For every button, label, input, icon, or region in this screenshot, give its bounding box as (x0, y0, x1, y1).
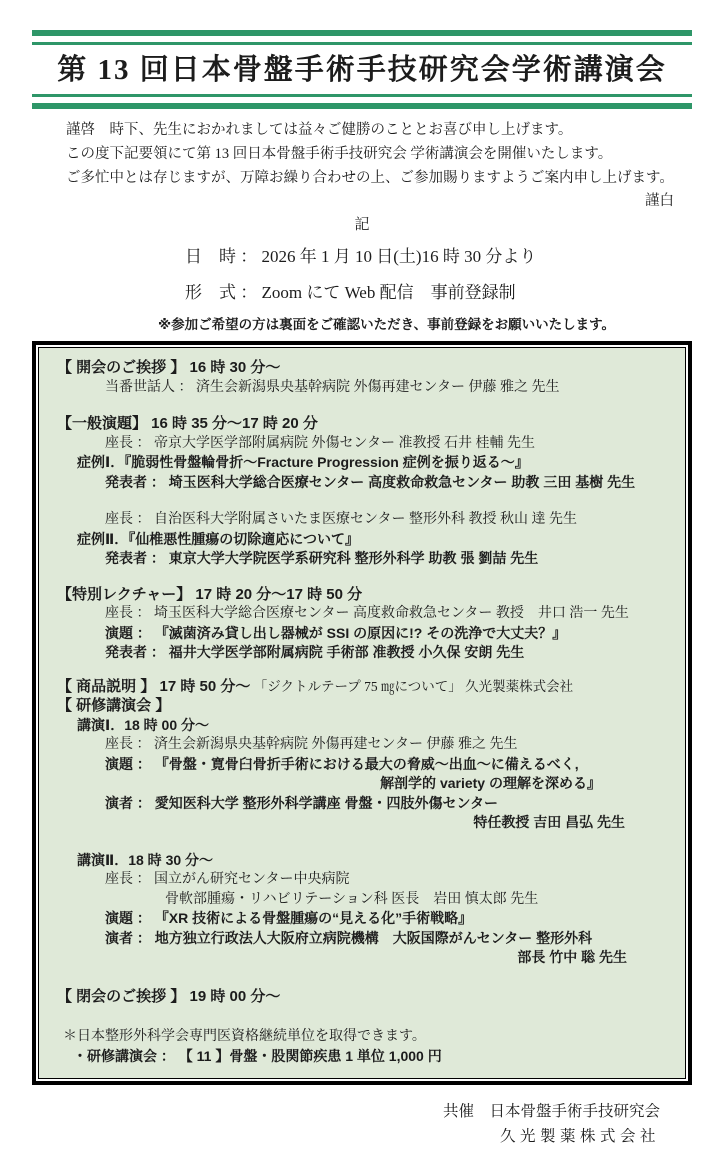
program-line: 座長 ： 国立がん研究センター中央病院 (105, 872, 350, 887)
program-line: 症例Ⅰ．『脆弱性骨盤輪骨折～Fracture Progression 症例を振り返る～』 (77, 454, 529, 470)
event-info (158, 244, 724, 334)
greeting-line: ご多忙中とは存じますが、万障お繰り合わせの上、ご参加賜りますようご案内申し上げます。 (66, 170, 674, 186)
bottom-thin-rule (32, 94, 692, 97)
program-box (32, 341, 692, 1085)
program-line: 演者 ： 地方独立行政法人大阪府立病院機構 大阪国際がんセンター 整形外科 (105, 929, 593, 946)
top-thick-rule (32, 30, 692, 36)
program-line: 発表者 ： 東京大学大学院医学系研究科 整形外科学 助教 張 劉喆 先生 (105, 550, 539, 566)
program-line: 特任教授 吉田 昌弘 先生 (473, 814, 625, 830)
program-line: 演題 ： 『滅菌済み貸し出し器械が SSI の原因に!? その洗浄で大丈夫？』 (105, 624, 567, 641)
bottom-thick-rule (32, 103, 692, 109)
program-line: 講演Ⅱ．18 時 30 分～ (77, 851, 214, 868)
page-title: 第 13 回日本骨盤手術手技研究会学術講演会 (57, 54, 667, 86)
program-line: 演者 ： 愛知医科大学 整形外科学講座 骨盤・四肢外傷センター (105, 794, 498, 811)
event-format: 形 式 ： Zoom にて Web 配信 事前登録制 (185, 283, 516, 302)
title-block (32, 30, 692, 109)
program-line: 演題 ： 『骨盤・寛骨臼骨折手術における最大の脅威～出血～に備えるべく, (105, 755, 579, 772)
cohost-line1: 共催 日本骨盤手術手技研究会 (442, 1103, 660, 1120)
registration-note: ※参加ご希望の方は裏面をご確認いただき、事前登録をお願いいたします。 (158, 317, 616, 332)
program-line: 講演Ⅰ．18 時 00 分～ (77, 716, 210, 733)
program-line: 発表者 ： 埼玉医科大学総合医療センター 高度救命救急センター 助教 三田 基樹 先生 (105, 473, 636, 490)
program-line: 【 商品説明 】 17 時 50 分～ 「ジクトルテープ 75 ㎎について」 久光製薬株式会社 (57, 677, 574, 695)
cohost-footer (0, 1099, 660, 1149)
program-line: 【 開会のご挨拶 】 16 時 30 分～ (57, 359, 281, 376)
record-mark: 記 (354, 217, 370, 233)
greeting-line: 謹啓 時下、先生におかれましては益々ご健勝のこととお喜び申し上げます。 (66, 122, 573, 138)
program-line: 【一般演題】 16 時 35 分～17 時 20 分 (57, 415, 318, 432)
program-line: 部長 竹中 聡 先生 (517, 949, 627, 965)
program-line: 【特別レクチャー】 17 時 20 分～17 時 50 分 (57, 585, 363, 603)
program-line: 症例Ⅱ．『仙椎悪性腫瘍の切除適応について』 (77, 530, 359, 547)
event-datetime: 日 時 ： 2026 年 1 月 10 日(土)16 時 30 分より (185, 247, 537, 266)
program-line: 発表者 ： 福井大学医学部附属病院 手術部 准教授 小久保 安朗 先生 (105, 644, 525, 660)
greeting-paragraph (66, 118, 676, 190)
program-line: 当番世話人 ： 済生会新潟県央基幹病院 外傷再建センター 伊藤 雅之 先生 (105, 379, 560, 395)
program-content (38, 347, 686, 1079)
top-thin-rule (32, 42, 692, 45)
program-line: 解剖学的 variety の理解を深める』 (380, 775, 601, 791)
program-line: 座長 ： 埼玉医科大学総合医療センター 高度救命救急センター 教授 井口 浩一 先生 (105, 606, 629, 621)
program-line: ・研修講演会 ： 【 11 】骨盤・股関節疾患 1 単位 1,000 円 (73, 1047, 442, 1064)
flyer-page (0, 30, 724, 1145)
greeting-closing: 謹白 (645, 193, 674, 209)
greeting-line: この度下記要領にて第 13 回日本骨盤手術手技研究会 学術講演会を開催いたします。 (66, 146, 613, 162)
program-line: 座長 ： 帝京大学医学部附属病院 外傷センター 准教授 石井 桂輔 先生 (105, 435, 535, 451)
program-line: 座長 ： 自治医科大学附属さいたま医療センター 整形外科 教授 秋山 達 先生 (105, 512, 577, 527)
program-line: 【 研修講演会 】 (57, 697, 171, 714)
cohost-line2: 久光製薬株式会社 (499, 1128, 660, 1145)
program-line: 【 閉会のご挨拶 】 19 時 00 分～ (57, 987, 281, 1005)
program-line: 骨軟部腫瘍・リハビリテーション科 医長 岩田 慎太郎 先生 (165, 891, 539, 907)
program-line: ＊日本整形外科学会専門医資格継続単位を取得できます。 (63, 1029, 426, 1044)
program-line: 座長 ： 済生会新潟県央基幹病院 外傷再建センター 伊藤 雅之 先生 (105, 737, 518, 752)
program-line: 演題 ： 『XR 技術による骨盤腫瘍の“見える化”手術戦略』 (105, 910, 473, 926)
